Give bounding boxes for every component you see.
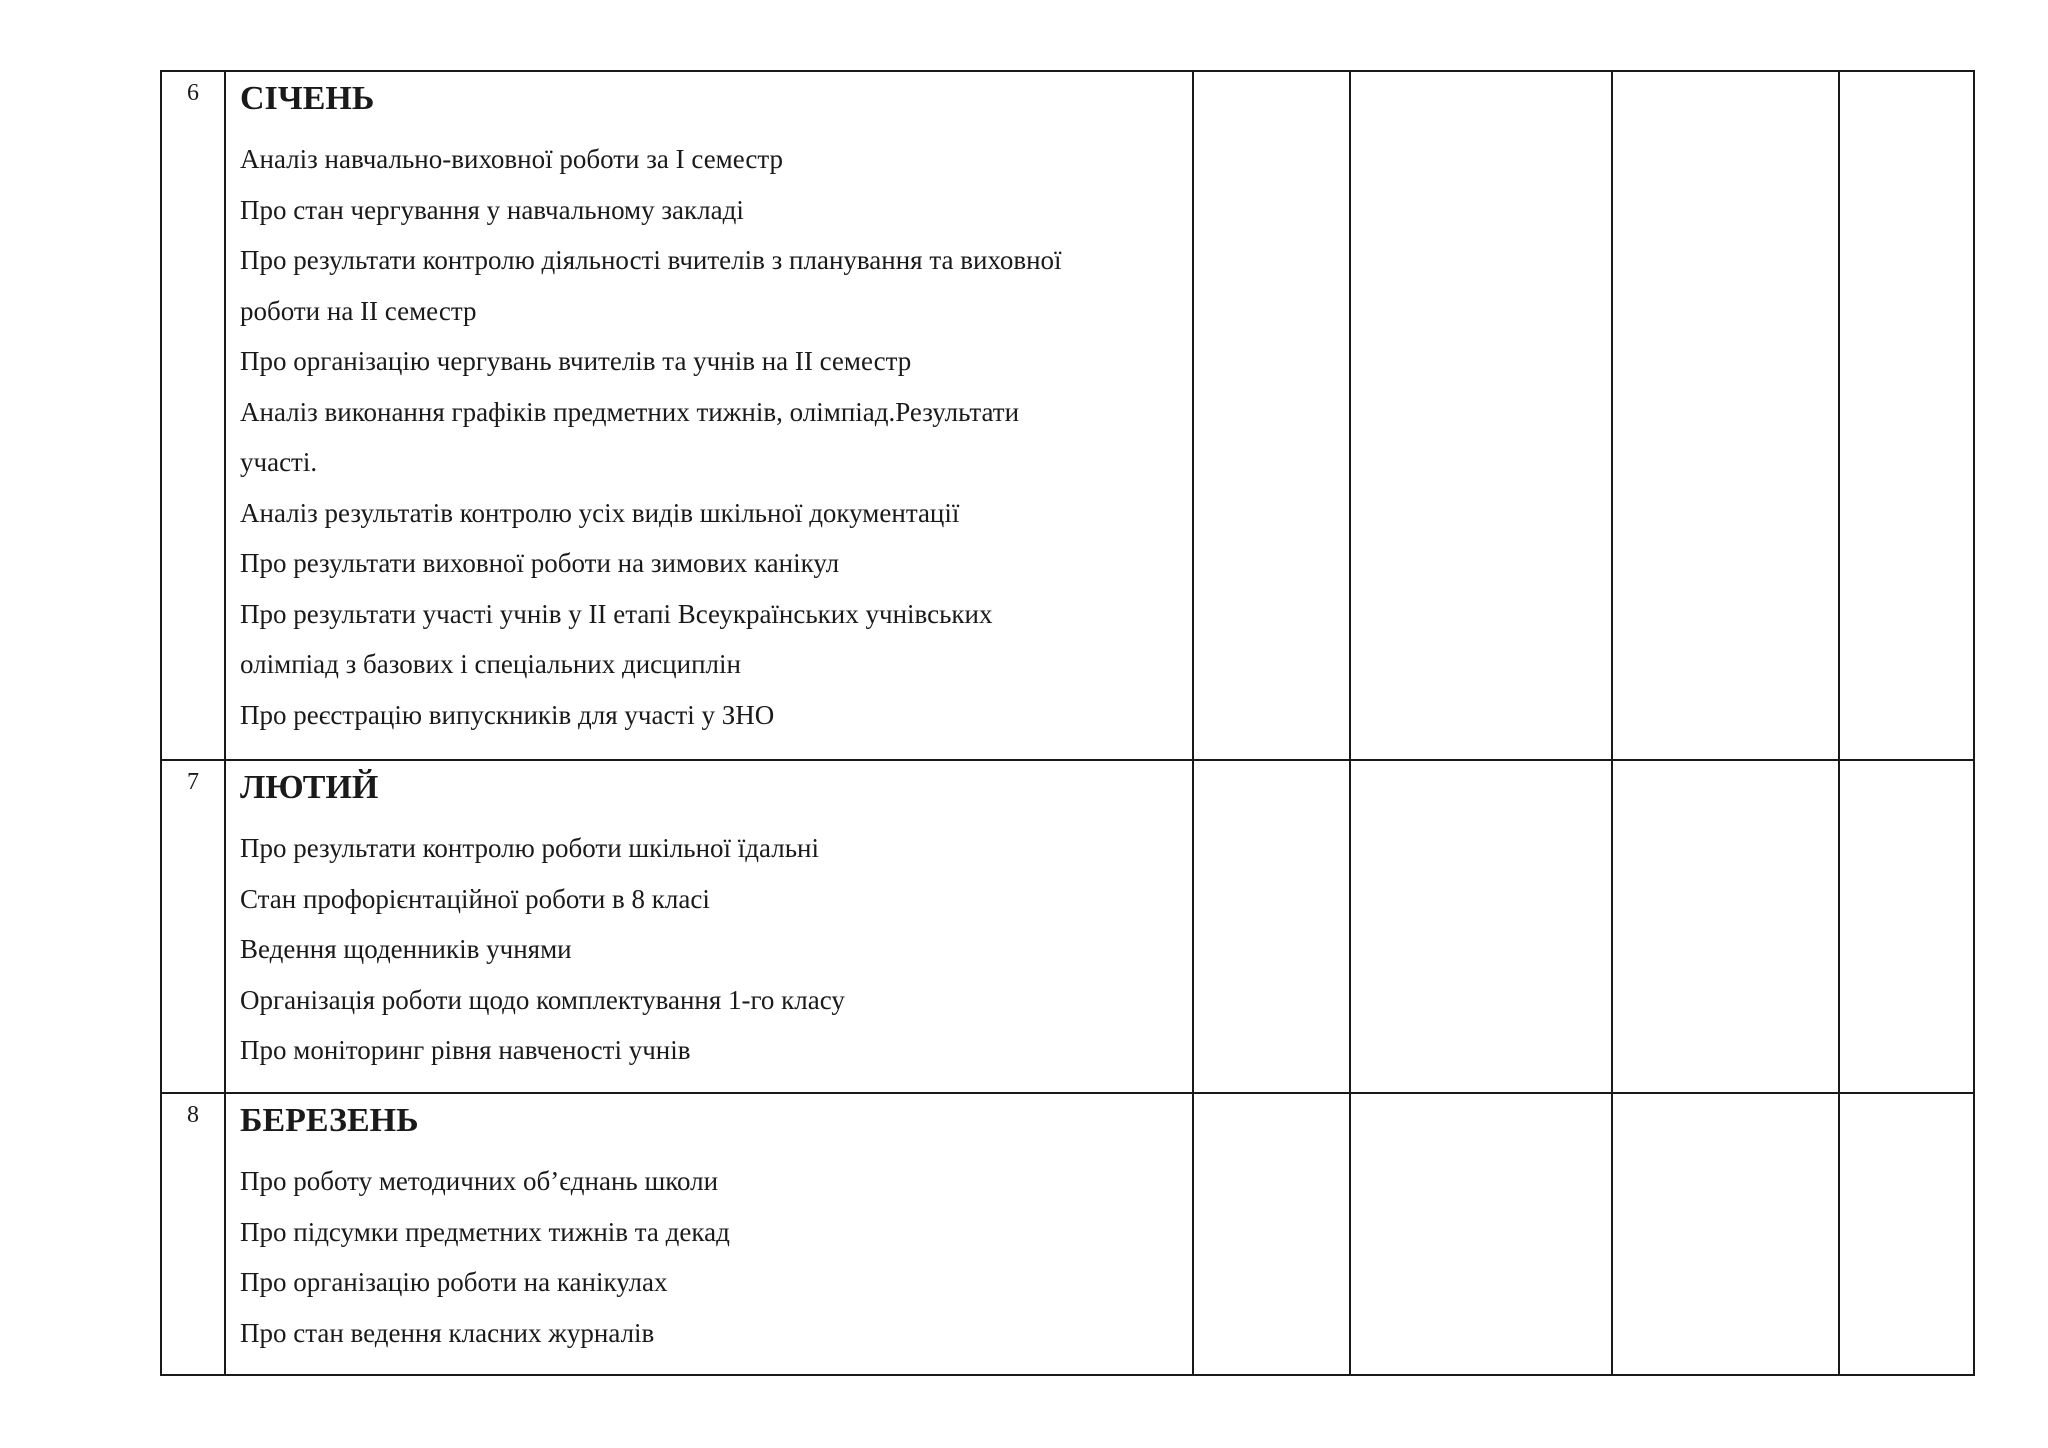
list-item: Про організацію чергувань вчителів та учнів на ІІ семестр — [240, 346, 912, 376]
list-item: Про результати участі учнів у ІІ етапі Всеукраїнських учнівських — [240, 598, 993, 629]
table-row — [161, 1093, 1974, 1375]
row-content — [225, 1093, 1193, 1375]
empty-cell — [1193, 1093, 1350, 1375]
empty-cell — [1193, 760, 1350, 1093]
list-item: Про роботу методичних об’єднань школи — [240, 1166, 719, 1196]
empty-cell — [1193, 71, 1350, 760]
row-content — [225, 760, 1193, 1093]
list-item: Про підсумки предметних тижнів та декад — [240, 1216, 730, 1247]
row-content — [225, 71, 1193, 760]
month-heading: СІЧЕНЬ — [240, 80, 375, 117]
list-item: Аналіз виконання графіків предметних тижнів, олімпіад.Результати — [240, 396, 1020, 427]
list-item: Про стан ведення класних журналів — [240, 1317, 655, 1348]
row-number: 6 — [161, 71, 225, 760]
list-item: Про стан чергування у навчальному закладі — [240, 194, 744, 225]
empty-cell — [1350, 71, 1612, 760]
list-item: Про організацію роботи на канікулах — [240, 1267, 668, 1297]
row-number: 8 — [161, 1093, 225, 1375]
empty-cell — [1612, 1093, 1839, 1375]
list-item: Аналіз навчально-виховної роботи за І семестр — [240, 144, 784, 174]
list-item: Стан профорієнтаційної роботи в 8 класі — [240, 883, 710, 914]
list-item: олімпіад з базових і спеціальних дисциплін — [240, 649, 741, 679]
list-item: Ведення щоденників учнями — [240, 934, 572, 964]
list-item: Про результати виховної роботи на зимових канікул — [240, 548, 840, 578]
list-item: роботи на ІІ семестр — [240, 295, 477, 326]
month-heading: БЕРЕЗЕНЬ — [240, 1102, 419, 1139]
empty-cell — [1612, 760, 1839, 1093]
list-item: Про моніторинг рівня навченості учнів — [240, 1035, 691, 1065]
empty-cell — [1839, 760, 1974, 1093]
list-item: Про результати контролю діяльності вчителів з планування та виховної — [240, 245, 1062, 275]
row-number: 7 — [161, 760, 225, 1093]
month-heading: ЛЮТИЙ — [240, 769, 379, 806]
empty-cell — [1612, 71, 1839, 760]
list-item: Аналіз результатів контролю усіх видів шкільної документації — [240, 497, 960, 528]
table-row — [161, 760, 1974, 1093]
empty-cell — [1350, 1093, 1612, 1375]
table-row — [161, 71, 1974, 760]
list-item: Про реєстрацію випускників для участі у ЗНО — [240, 699, 775, 730]
plan-table — [160, 70, 1975, 1376]
list-item: участі. — [240, 447, 318, 477]
empty-cell — [1350, 760, 1612, 1093]
list-item: Організація роботи щодо комплектування 1-го класу — [240, 984, 845, 1015]
list-item: Про результати контролю роботи шкільної їдальні — [240, 833, 819, 863]
empty-cell — [1839, 1093, 1974, 1375]
empty-cell — [1839, 71, 1974, 760]
